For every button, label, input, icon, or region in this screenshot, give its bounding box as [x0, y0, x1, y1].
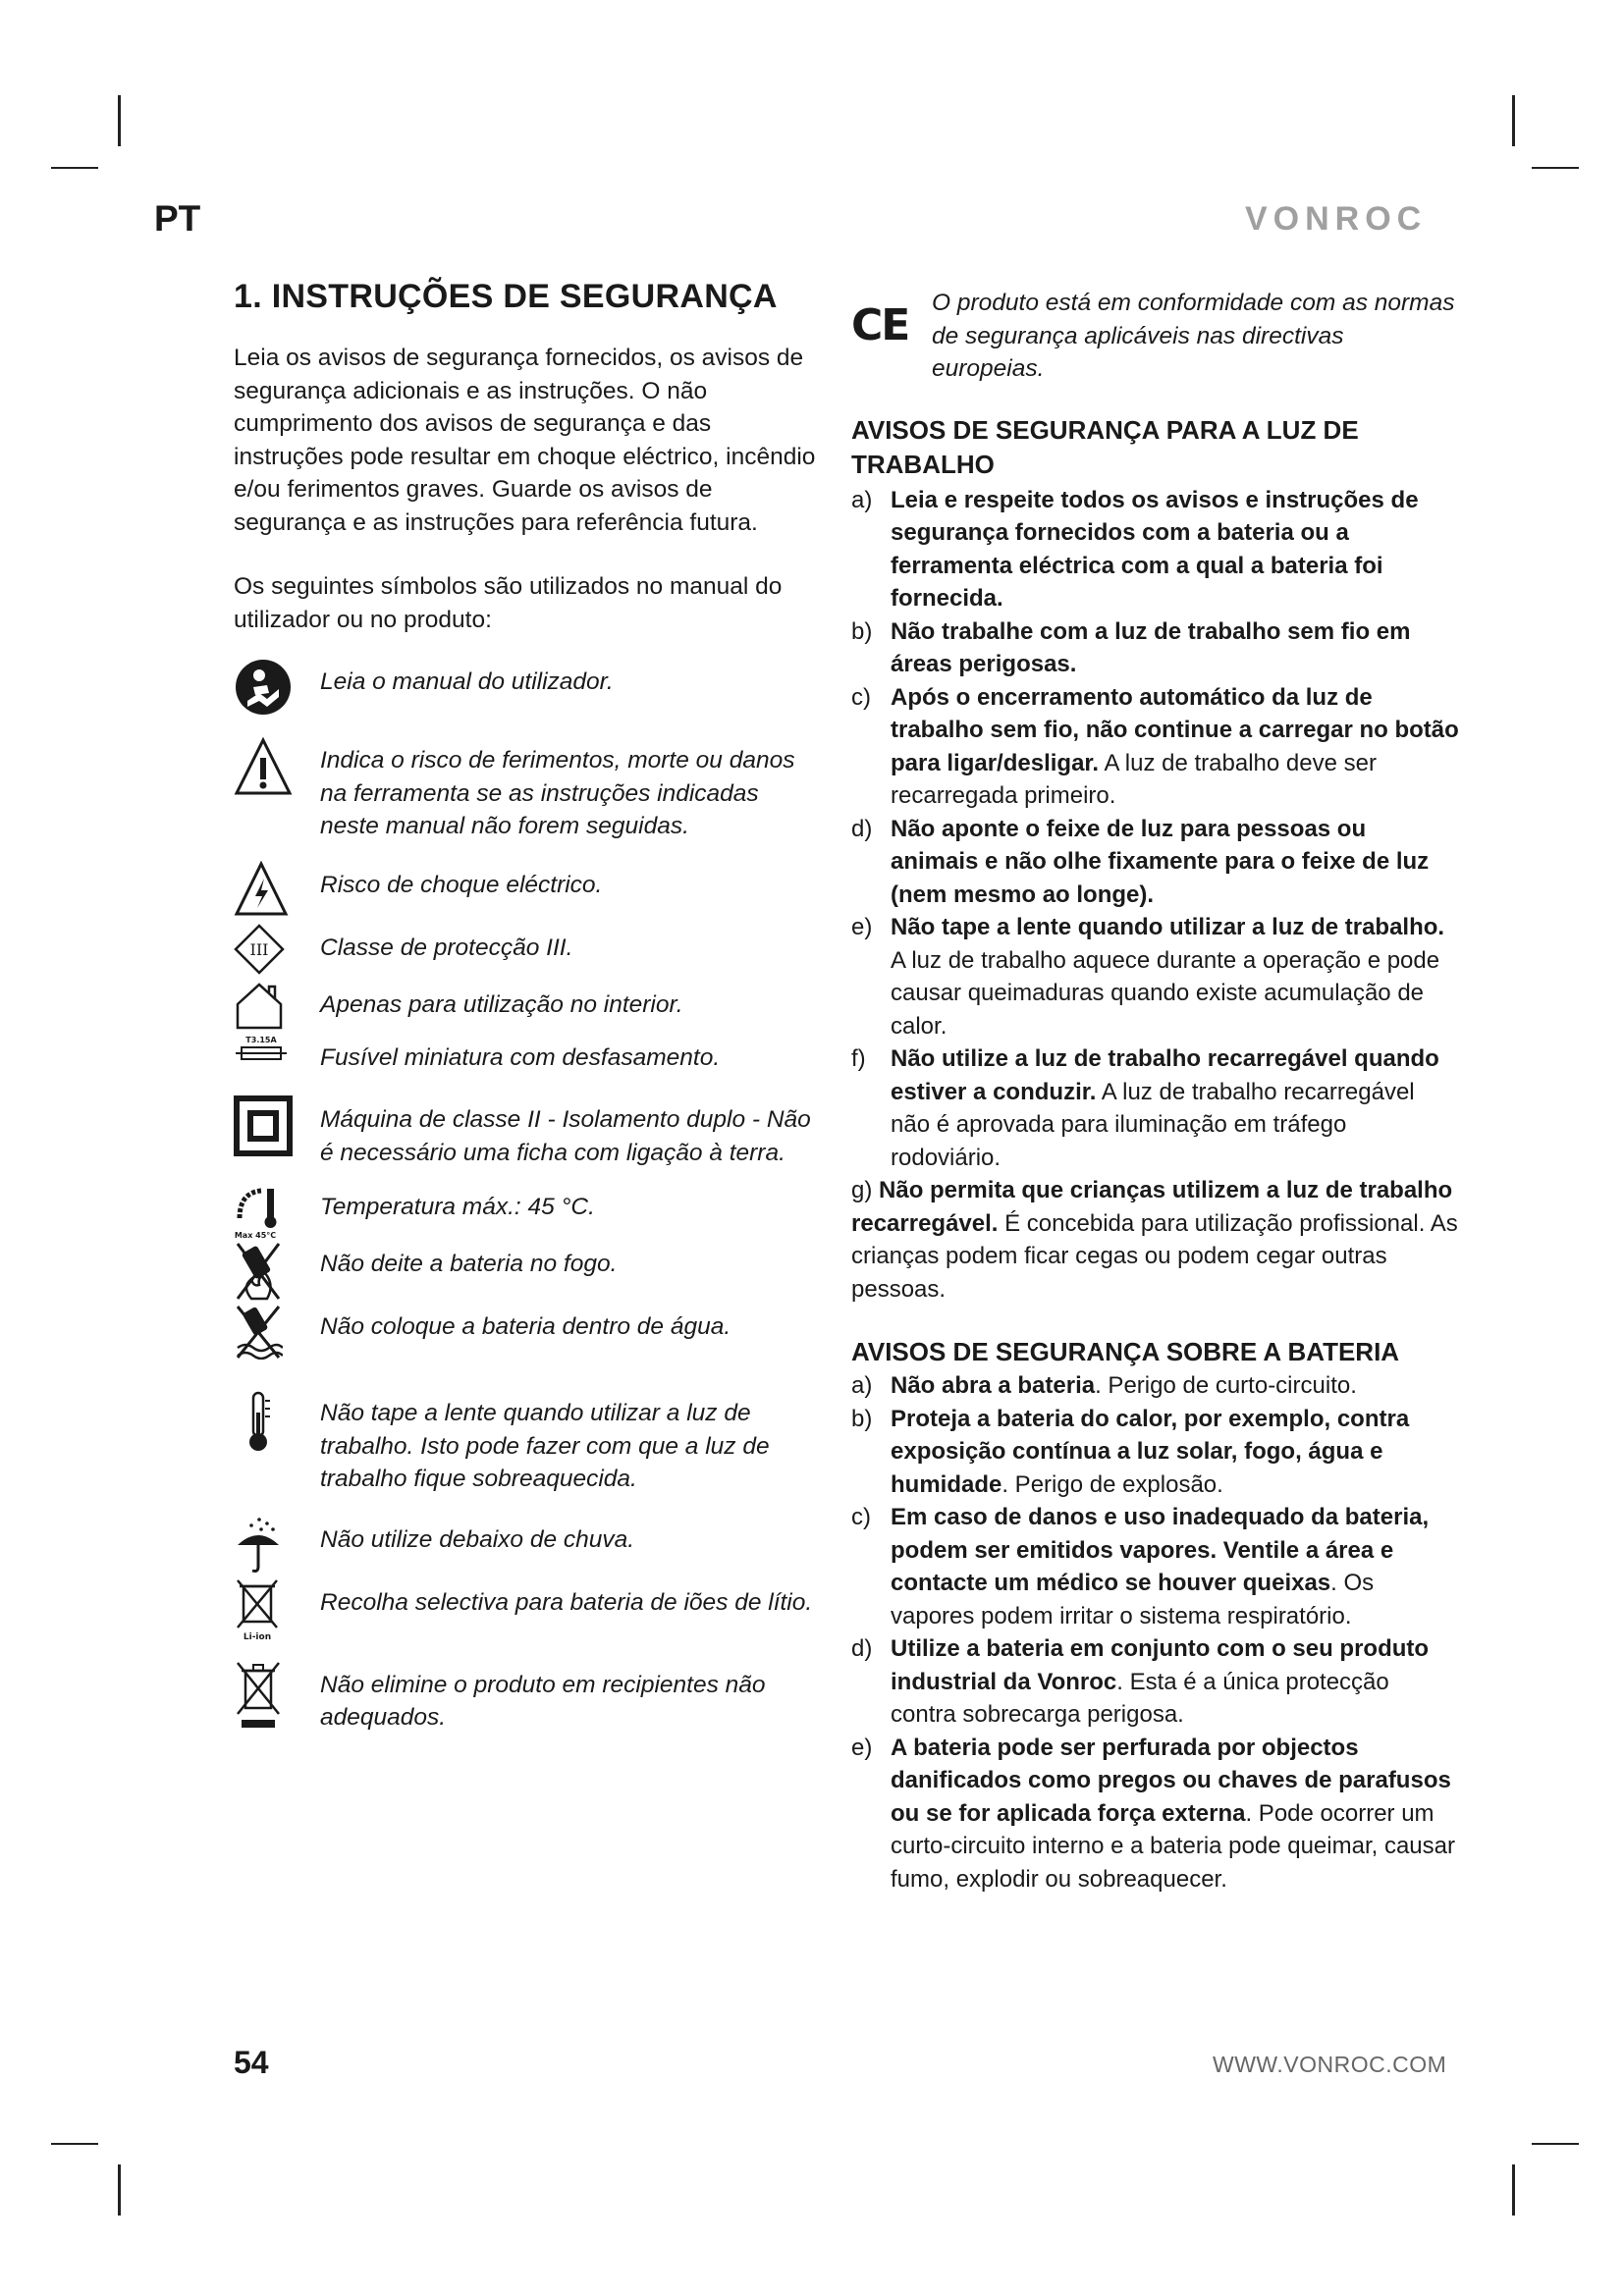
list-letter: b) [851, 617, 873, 645]
battery-warnings-list [851, 1369, 1460, 1896]
symbol-row [234, 1095, 823, 1169]
left-column [234, 278, 823, 1735]
electric-shock-icon [234, 861, 320, 918]
list-item [851, 484, 1460, 615]
list-bold: A bateria pode ser perfurada por objectos danificados como pregos ou chaves de parafusos ou se for aplicada força externa [891, 1734, 1451, 1827]
list-item [851, 681, 1460, 813]
no-rain-icon [234, 1516, 320, 1575]
symbol-text: Indica o risco de ferimentos, morte ou danos na ferramenta se as instruções indicadas neste manual não forem seguidas. [320, 747, 795, 839]
list-item [851, 813, 1460, 912]
list-letter: d) [851, 815, 873, 842]
weee-bin-icon [234, 1661, 320, 1732]
page-number: 54 [234, 2045, 269, 2080]
class-ii-icon [234, 1095, 320, 1156]
symbol-text: Temperatura máx.: 45 °C. [320, 1194, 595, 1220]
list-letter: g) [851, 1177, 873, 1203]
list-bold: Não utilize a luz de trabalho recarregável quando estiver a conduzir. [891, 1045, 1439, 1105]
list-letter: d) [851, 1635, 873, 1662]
list-normal: . Perigo de explosão. [1001, 1470, 1223, 1498]
section-heading: AVISOS DE SEGURANÇA SOBRE A BATERIA [851, 1337, 1400, 1366]
symbol-text: Fusível miniatura com desfasamento. [320, 1043, 721, 1071]
list-bold: Leia e respeite todos os avisos e instruções de segurança fornecidos com a bateria ou a ferramenta eléctrica com a qual a bateria foi fornecida. [891, 486, 1419, 612]
list-letter: b) [851, 1405, 873, 1432]
list-normal: A luz de trabalho deve ser recarregada primeiro. [891, 749, 1377, 809]
thermometer-icon [234, 1389, 320, 1454]
list-bold: Não trabalhe com a luz de trabalho sem fio em áreas perigosas. [891, 617, 1411, 677]
section-title: 1. INSTRUÇÕES DE SEGURANÇA [234, 278, 778, 315]
list-normal: É concebida para utilização profissional. As crianças podem ficar cegas ou podem cegar outras pessoas. [851, 1209, 1458, 1303]
list-bold: Após o encerramento automático da luz de trabalho sem fio, não continue a carregar no botão para ligar/desligar. [891, 683, 1459, 776]
li-ion-recycle-icon [234, 1578, 320, 1643]
crop-mark [1512, 2164, 1515, 2216]
symbol-text: Classe de protecção III. [320, 934, 573, 961]
brand-logo: VONROC [1245, 200, 1428, 238]
list-item-g [851, 1174, 1460, 1306]
symbol-text: Apenas para utilização no interior. [320, 990, 683, 1018]
list-item [851, 1403, 1460, 1502]
symbol-row [234, 1034, 823, 1075]
list-letter: a) [851, 486, 873, 513]
ce-block [851, 287, 1460, 386]
list-normal: A luz de trabalho recarregável não é aprovada para iluminação em tráfego rodoviário. [891, 1078, 1415, 1171]
crop-mark [1532, 2143, 1579, 2145]
symbol-row [234, 1516, 823, 1575]
symbol-text: Recolha selectiva para bateria de iões de lítio. [320, 1588, 813, 1616]
list-normal: . Pode ocorrer um curto-circuito interno e a bateria pode queimar, causar fumo, explodir ou sobreaquecer. [891, 1799, 1455, 1893]
list-letter: c) [851, 683, 871, 711]
fuse-label: T3.15A [245, 1035, 277, 1044]
read-manual-icon [234, 658, 320, 717]
list-item [851, 1042, 1460, 1174]
list-letter: a) [851, 1372, 873, 1399]
list-bold: Em caso de danos e uso inadequado da bateria, podem ser emitidos vapores. Ventile a área e contacte um médico se houver queixas [891, 1504, 1430, 1596]
symbol-row [234, 981, 823, 1030]
max-temperature-icon [234, 1183, 320, 1240]
list-item [851, 1369, 1460, 1403]
list-letter: e) [851, 914, 873, 940]
ce-text: O produto está em conformidade com as normas de segurança aplicáveis nas directivas europeias. [932, 290, 1455, 382]
symbol-row [234, 861, 823, 918]
list-letter: c) [851, 1504, 871, 1530]
symbol-text: Não coloque a bateria dentro de água. [320, 1313, 731, 1340]
symbol-text: Risco de choque eléctrico. [320, 871, 603, 898]
list-bold: Não permita que crianças utilizem a luz de trabalho recarregável. [851, 1177, 1453, 1237]
list-item [851, 911, 1460, 1042]
worklight-warnings-list [851, 484, 1460, 1307]
no-fire-icon [234, 1240, 320, 1303]
symbol-row [234, 1578, 823, 1643]
section-heading: AVISOS DE SEGURANÇA PARA A LUZ DE TRABALHO [851, 414, 1359, 479]
symbol-text: Leia o manual do utilizador. [320, 668, 614, 695]
list-item [851, 1501, 1460, 1632]
no-water-icon [234, 1303, 320, 1360]
list-normal: . Perigo de curto-circuito. [1095, 1372, 1357, 1399]
symbols-intro: Os seguintes símbolos são utilizados no manual do utilizador ou no produto: [234, 573, 783, 633]
list-letter: f) [851, 1045, 866, 1072]
crop-mark [118, 95, 121, 146]
li-ion-label: Li-ion [243, 1631, 272, 1642]
class-iii-icon [234, 924, 320, 975]
language-code: PT [154, 198, 201, 239]
symbol-row [234, 1389, 823, 1496]
class-iii-label: III [249, 939, 269, 959]
list-bold: Não tape a lente quando utilizar a luz de trabalho. [891, 914, 1445, 940]
list-bold: Não aponte o feixe de luz para pessoas ou animais e não olhe fixamente para o feixe de luz (nem mesmo ao longe). [891, 815, 1430, 908]
list-item [851, 615, 1460, 681]
symbol-row [234, 1240, 823, 1303]
symbol-row [234, 736, 823, 843]
symbol-text: Máquina de classe II - Isolamento duplo - Não é necessário uma ficha com ligação à terra. [320, 1106, 811, 1166]
symbol-row [234, 1661, 823, 1735]
symbol-row [234, 658, 823, 717]
website-url: WWW.VONROC.COM [1213, 2052, 1447, 2077]
right-column [851, 287, 1460, 1896]
symbol-text: Não elimine o produto em recipientes não adequados. [320, 1671, 766, 1731]
list-item [851, 1632, 1460, 1732]
list-item [851, 1732, 1460, 1896]
symbol-text: Não utilize debaixo de chuva. [320, 1525, 635, 1553]
fuse-icon [234, 1034, 320, 1067]
list-bold: Utilize a bateria em conjunto com o seu produto industrial da Vonroc [891, 1635, 1430, 1695]
crop-mark [51, 2143, 98, 2145]
symbol-row [234, 1303, 823, 1360]
intro-paragraph: Leia os avisos de segurança fornecidos, os avisos de segurança adicionais e as instruções. O não cumprimento dos avisos de segurança e das instruções pode resultar em choque eléctrico, incêndio e/ou ferimentos graves. Guarde os avisos de segurança e as instruções para referência futura. [234, 345, 816, 536]
max-temp-label: Max 45°C [234, 1231, 277, 1240]
warning-triangle-icon [234, 736, 320, 797]
list-normal: A luz de trabalho aquece durante a operação e pode causar queimaduras quando existe acumulação de calor. [891, 946, 1440, 1040]
symbol-row [234, 1183, 823, 1240]
ce-mark-icon: CE [851, 300, 909, 350]
symbol-text: Não tape a lente quando utilizar a luz de trabalho. Isto pode fazer com que a luz de trabalho fique sobreaquecida. [320, 1400, 770, 1492]
list-letter: e) [851, 1734, 873, 1761]
indoor-use-icon [234, 981, 320, 1030]
crop-mark [118, 2164, 121, 2216]
crop-mark [1532, 167, 1579, 169]
crop-mark [1512, 95, 1515, 146]
list-normal: . Esta é a única protecção contra sobrecarga perigosa. [891, 1668, 1389, 1728]
symbol-row [234, 924, 823, 975]
symbol-text: Não deite a bateria no fogo. [320, 1251, 618, 1277]
crop-mark [51, 167, 98, 169]
list-normal: . Os vapores podem irritar o sistema respiratório. [891, 1570, 1375, 1629]
list-bold: Proteja a bateria do calor, por exemplo, contra exposição contínua a luz solar, fogo, água e humidade [891, 1405, 1410, 1498]
list-bold: Não abra a bateria [891, 1372, 1096, 1399]
